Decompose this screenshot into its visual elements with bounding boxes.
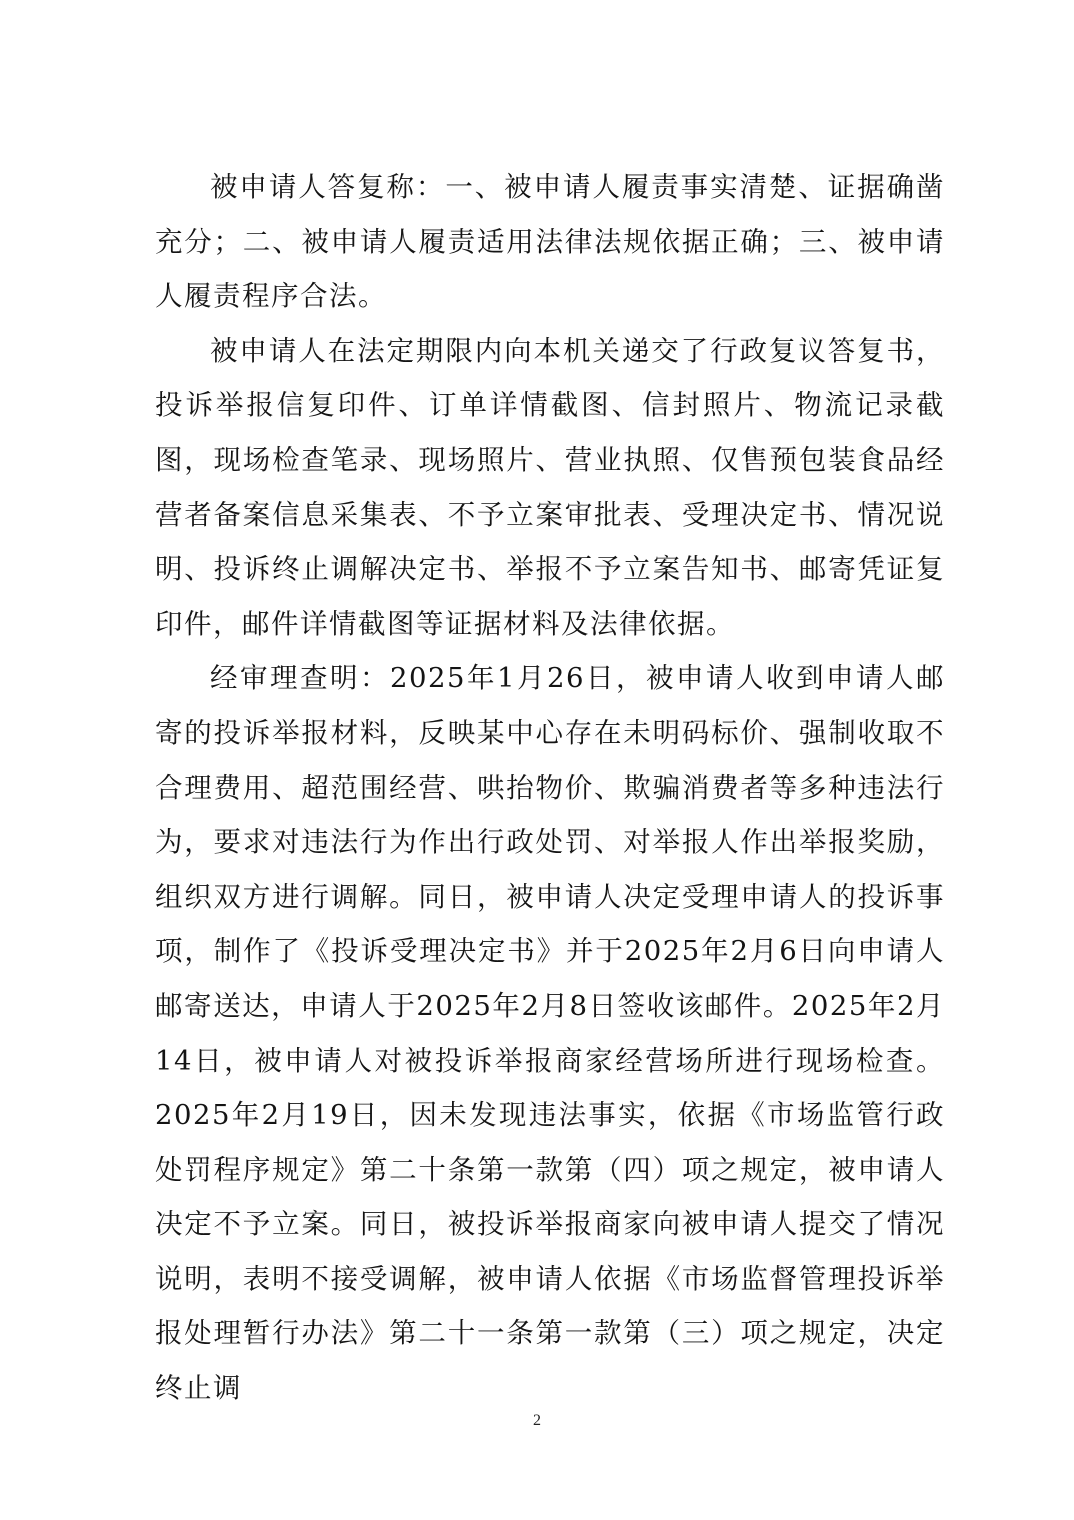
page-number: 2 xyxy=(533,1412,541,1429)
paragraph-evidence-submitted: 被申请人在法定期限内向本机关递交了行政复议答复书，投诉举报信复印件、订单详情截图、信封照片、物流记录截图，现场检查笔录、现场照片、营业执照、仅售预包装食品经营者备案信息采集表、不予立案审批表、受理决定书、情况说明、投诉终止调解决定书、举报不予立案告知书、邮寄凭证复印件，邮件详情截图等证据材料及法律依据。 xyxy=(155,334,945,640)
paragraph-respondent-reply: 被申请人答复称：一、被申请人履责事实清楚、证据确凿充分；二、被申请人履责适用法律法规依据正确；三、被申请人履责程序合法。 xyxy=(155,171,945,313)
body-text xyxy=(155,160,945,1416)
paragraph-findings: 经审理查明：2025年1月26日，被申请人收到申请人邮寄的投诉举报材料，反映某中心存在未明码标价、强制收取不合理费用、超范围经营、哄抬物价、欺骗消费者等多种违法行为，要求对违法行为作出行政处罚、对举报人作出举报奖励，组织双方进行调解。同日，被申请人决定受理申请人的投诉事项，制作了《投诉受理决定书》并于2025年2月6日向申请人邮寄送达，申请人于2025年2月8日签收该邮件。2025年2月14日，被申请人对被投诉举报商家经营场所进行现场检查。2025年2月19日，因未发现违法事实，依据《市场监管行政处罚程序规定》第二十条第一款第（四）项之规定，被申请人决定不予立案。同日，被投诉举报商家向被申请人提交了情况说明，表明不接受调解，被申请人依据《市场监督管理投诉举报处理暂行办法》第二十一条第一款第（三）项之规定，决定终止调 xyxy=(155,662,945,1405)
